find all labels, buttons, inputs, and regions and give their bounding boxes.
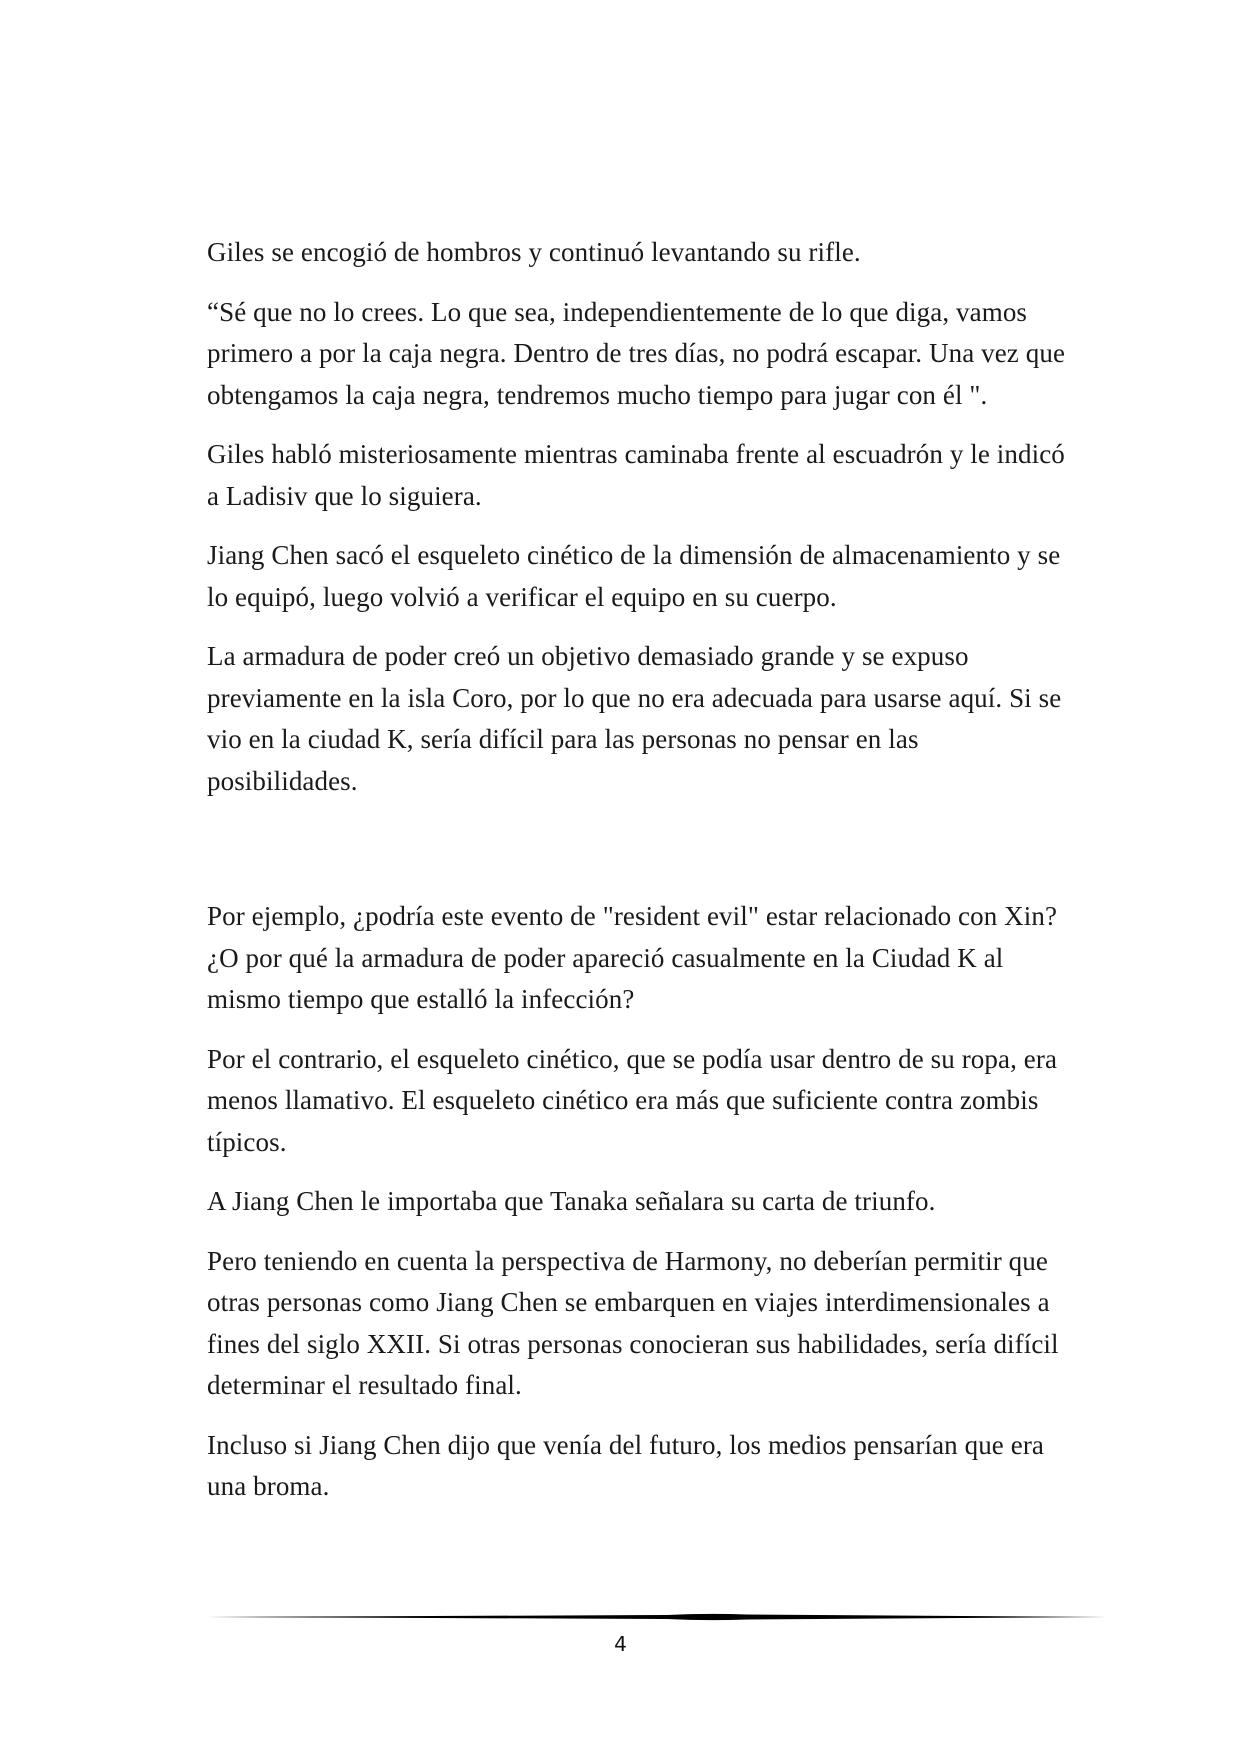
section-break: [207, 820, 1069, 896]
footer-rule: [207, 1612, 1107, 1622]
paragraph: Por el contrario, el esqueleto cinético, que se podía usar dentro de su ropa, era menos llamativo. El esqueleto cinético era más que suficiente contra zombis típicos.: [207, 1043, 1058, 1157]
paragraph: La armadura de poder creó un objetivo demasiado grande y se expuso previamente en la isla Coro, por lo que no era adecuada para usarse aquí. Si se vio en la ciudad K, sería difícil para las personas no pensar en las posibilidades.: [207, 641, 1062, 796]
paragraph: Pero teniendo en cuenta la perspectiva de Harmony, no deberían permitir que otras personas como Jiang Chen se embarquen en viajes interdimensionales a fines del siglo XXII. Si otras personas conocieran sus habilidades, sería difícil determinar el resultado final.: [207, 1245, 1059, 1400]
paragraph: Giles se encogió de hombros y continuó levantando su rifle.: [207, 237, 861, 267]
paragraph: “Sé que no lo crees. Lo que sea, independientemente de lo que diga, vamos primero a por la caja negra. Dentro de tres días, no podrá escapar. Una vez que obtengamos la caja negra, tendremos mucho tiempo para jugar con él ".: [207, 296, 1066, 410]
paragraph: Giles habló misteriosamente mientras caminaba frente al escuadrón y le indicó a Ladisiv que lo siguiera.: [207, 439, 1065, 511]
paragraph: A Jiang Chen le importaba que Tanaka señalara su carta de triunfo.: [207, 1186, 936, 1216]
paragraph: Jiang Chen sacó el esqueleto cinético de la dimensión de almacenamiento y se lo equipó, luego volvió a verificar el equipo en su cuerpo.: [207, 540, 1061, 612]
paragraph: Por ejemplo, ¿podría este evento de "resident evil" estar relacionado con Xin? ¿O por qué la armadura de poder apareció casualmente en la Ciudad K al mismo tiempo que estalló la infección?: [207, 901, 1058, 1014]
paragraph: Incluso si Jiang Chen dijo que venía del futuro, los medios pensarían que era una broma.: [207, 1429, 1045, 1501]
page-number: 4: [614, 1632, 627, 1656]
page-body: [207, 232, 1069, 1526]
